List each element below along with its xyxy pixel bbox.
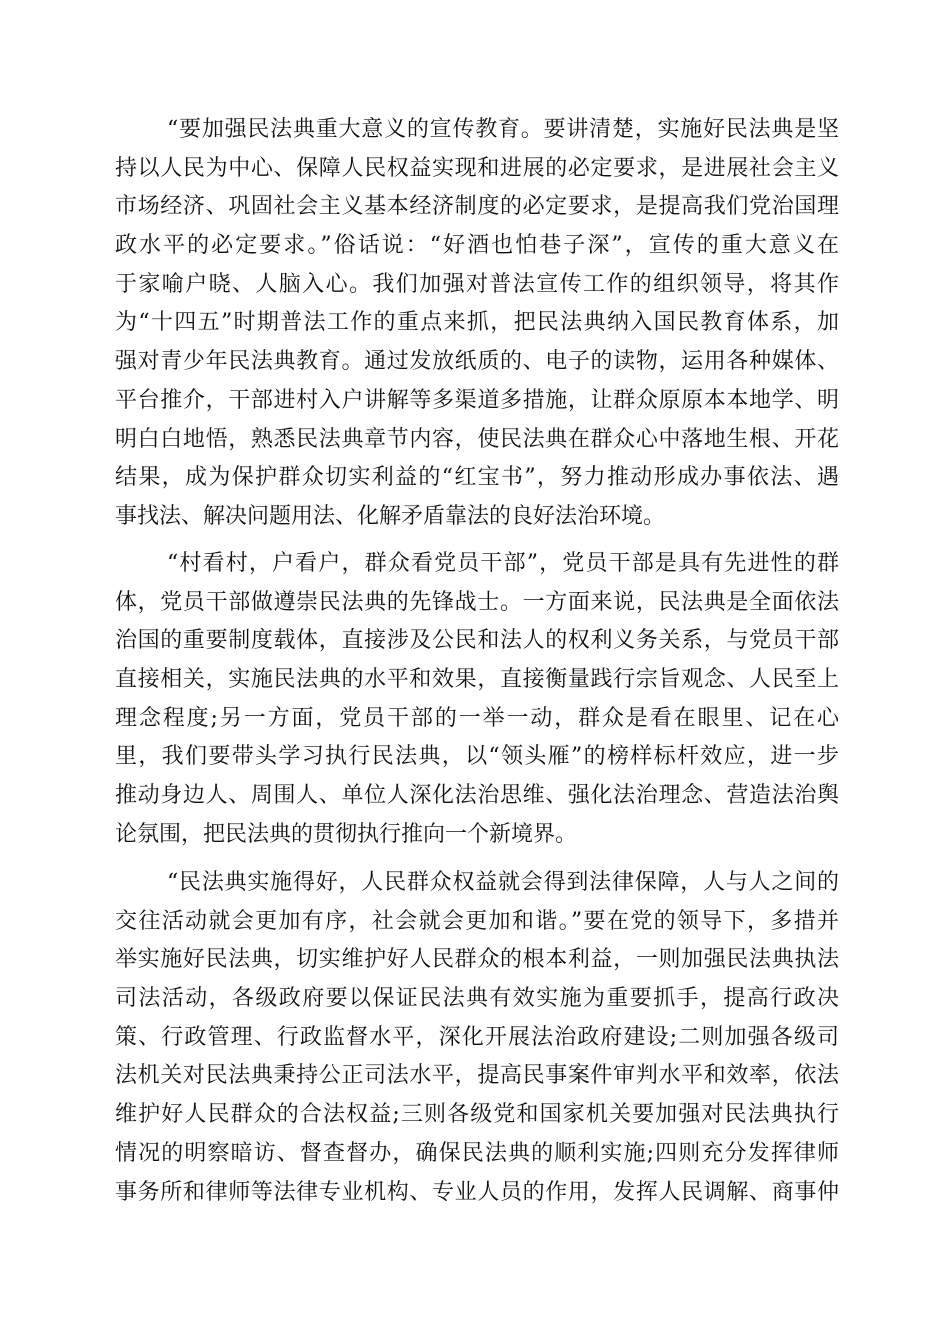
text-line: 直接相关，实施民法典的水平和效果，直接衡量践行宗旨观念、人民至上 [115,667,839,693]
text-line: 司法活动，各级政府要以保证民法典有效实施为重要抓手，提高行政决 [115,986,839,1012]
paragraph-3 [115,864,839,1212]
text-line: “要加强民法典重大意义的宣传教育。要讲清楚，实施好民法典是坚 [167,117,839,142]
text-line: 市场经济、巩固社会主义基本经济制度的必定要求，是提高我们党治国理 [115,194,839,220]
text-line: 里，我们要带头学习执行民法典，以“领头雁”的榜样标杆效应，进一步 [115,744,839,770]
text-line: “村看村，户看户，群众看党员干部”，党员干部是具有先进性的群 [167,551,839,576]
text-line: 推动身边人、周围人、单位人深化法治思维、强化法治理念、营造法治舆 [115,783,839,809]
text-line: 为“十四五”时期普法工作的重点来抓，把民法典纳入国民教育体系，加 [115,310,839,336]
text-line: 于家喻户晓、人脑入心。我们加强对普法宣传工作的组织领导，将其作 [115,271,839,297]
text-line: 事务所和律师等法律专业机构、专业人员的作用，发挥人民调解、商事仲 [115,1179,839,1205]
text-line: “民法典实施得好，人民群众权益就会得到法律保障，人与人之间的 [167,870,839,895]
text-line: 强对青少年民法典教育。通过发放纸质的、电子的读物，运用各种媒体、 [115,349,839,375]
text-line: 举实施好民法典，切实维护好人民群众的根本利益，一则加强民法典执法 [115,947,839,973]
paragraph-2 [115,545,839,855]
text-line: 法机关对民法典秉持公正司法水平，提高民事案件审判水平和效率，依法 [115,1063,839,1089]
text-line: 体，党员干部做遵崇民法典的先锋战士。一方面来说，民法典是全面依法 [115,589,839,615]
text-line: 策、行政管理、行政监督水平，深化开展法治政府建设;二则加强各级司 [115,1024,839,1050]
text-line: 持以人民为中心、保障人民权益实现和进展的必定要求，是进展社会主义 [115,155,839,181]
paragraph-1 [115,111,839,537]
text-line: 交往活动就会更加有序，社会就会更加和谐。”要在党的领导下，多措并 [115,908,839,934]
text-line: 理念程度;另一方面，党员干部的一举一动，群众是看在眼里、记在心 [115,705,839,731]
text-line: 事找法、解决问题用法、化解矛盾靠法的良好法治环境。 [115,503,666,529]
text-line: 维护好人民群众的合法权益;三则各级党和国家机关要加强对民法典执行 [115,1102,839,1128]
text-line: 情况的明察暗访、督查督办，确保民法典的顺利实施;四则充分发挥律师 [115,1140,839,1166]
text-line: 政水平的必定要求。”俗话说：“好酒也怕巷子深”，宣传的重大意义在 [115,233,839,259]
text-line: 治国的重要制度载体，直接涉及公民和法人的权利义务关系，与党员干部 [115,628,839,654]
text-line: 结果，成为保护群众切实利益的“红宝书”，努力推动形成办事依法、遇 [115,465,839,491]
text-line: 平台推介，干部进村入户讲解等多渠道多措施，让群众原原本本地学、明 [115,387,839,413]
text-line: 明白白地悟，熟悉民法典章节内容，使民法典在群众心中落地生根、开花 [115,426,839,452]
text-line: 论氛围，把民法典的贯彻执行推向一个新境界。 [115,821,578,847]
